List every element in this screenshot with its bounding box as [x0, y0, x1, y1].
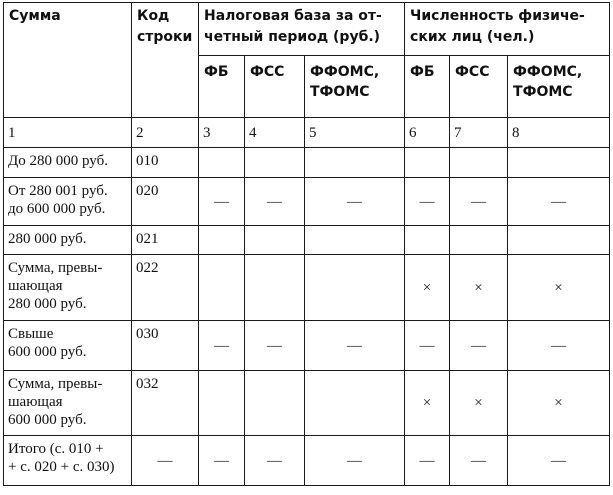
code-header: Код строки — [132, 3, 199, 118]
row-code: 010 — [132, 148, 199, 178]
table-cell: — — [245, 178, 305, 226]
table-cell — [199, 371, 245, 436]
table-cell — [199, 255, 245, 321]
table-cell — [245, 371, 305, 436]
column-number: 4 — [245, 118, 305, 148]
row-label: Сумма, превы- шающая 600 000 руб. — [4, 371, 132, 436]
column-number: 3 — [199, 118, 245, 148]
table-cell: — — [199, 436, 245, 486]
table-cell — [450, 226, 508, 255]
table-cell: — — [405, 321, 450, 371]
table-cell — [199, 226, 245, 255]
row-label: Итого (с. 010 + + с. 020 + с. 030) — [4, 436, 132, 486]
table-cell: — — [305, 321, 405, 371]
row-label: Сумма, превы- шающая 280 000 руб. — [4, 255, 132, 321]
row-label: Свыше 600 000 руб. — [4, 321, 132, 371]
table-row — [4, 226, 610, 255]
column-number: 5 — [305, 118, 405, 148]
table-cell — [508, 148, 610, 178]
persons-fb-header: ФБ — [405, 56, 450, 118]
persons-ffoms-header: ФФОМС, ТФОМС — [508, 56, 610, 118]
column-number: 8 — [508, 118, 610, 148]
table-cell: — — [508, 321, 610, 371]
table-cell: — — [199, 178, 245, 226]
table-row — [4, 148, 610, 178]
row-code: — — [132, 436, 199, 486]
table-row — [4, 321, 610, 371]
row-code: 022 — [132, 255, 199, 321]
row-code: 020 — [132, 178, 199, 226]
table-cell: — — [508, 436, 610, 486]
column-number: 1 — [4, 118, 132, 148]
column-number: 7 — [450, 118, 508, 148]
table-cell: × — [405, 255, 450, 321]
table-cell: × — [508, 371, 610, 436]
table-row — [4, 178, 610, 226]
row-code: 032 — [132, 371, 199, 436]
table-cell — [405, 226, 450, 255]
table-cell: — — [305, 178, 405, 226]
table-cell — [245, 148, 305, 178]
row-label: До 280 000 руб. — [4, 148, 132, 178]
row-code: 030 — [132, 321, 199, 371]
table-cell — [245, 226, 305, 255]
table-cell — [450, 148, 508, 178]
table-cell — [405, 148, 450, 178]
table-cell — [305, 226, 405, 255]
column-number: 2 — [132, 118, 199, 148]
base-fss-header: ФСС — [245, 56, 305, 118]
table-cell: — — [508, 178, 610, 226]
column-number: 6 — [405, 118, 450, 148]
table-cell — [305, 371, 405, 436]
table-cell: × — [450, 255, 508, 321]
table-cell — [245, 255, 305, 321]
table-row — [4, 371, 610, 436]
base-fb-header: ФБ — [199, 56, 245, 118]
header-row-top — [4, 3, 610, 56]
column-numbers-row — [4, 118, 610, 148]
table-row — [4, 255, 610, 321]
table-cell — [305, 148, 405, 178]
table-cell — [508, 226, 610, 255]
table-cell: × — [508, 255, 610, 321]
table-row-total — [4, 436, 610, 486]
base-ffoms-header: ФФОМС, ТФОМС — [305, 56, 405, 118]
persons-fss-header: ФСС — [450, 56, 508, 118]
tax-base-table — [3, 2, 610, 486]
table-cell: × — [450, 371, 508, 436]
table-cell: — — [245, 436, 305, 486]
row-label: 280 000 руб. — [4, 226, 132, 255]
table-cell — [199, 148, 245, 178]
table-cell: — — [450, 321, 508, 371]
table-cell: — — [305, 436, 405, 486]
table-cell: — — [450, 178, 508, 226]
table-cell: — — [405, 436, 450, 486]
sum-header: Сумма — [4, 3, 132, 118]
persons-count-header: Численность физиче- ских лиц (чел.) — [405, 3, 610, 56]
table-cell: — — [199, 321, 245, 371]
table-cell: — — [405, 178, 450, 226]
table-cell — [305, 255, 405, 321]
row-code: 021 — [132, 226, 199, 255]
tax-base-header: Налоговая база за от- четный период (руб.) — [199, 3, 405, 56]
table-cell: × — [405, 371, 450, 436]
table-cell: — — [245, 321, 305, 371]
row-label: От 280 001 руб. до 600 000 руб. — [4, 178, 132, 226]
table-cell: — — [450, 436, 508, 486]
